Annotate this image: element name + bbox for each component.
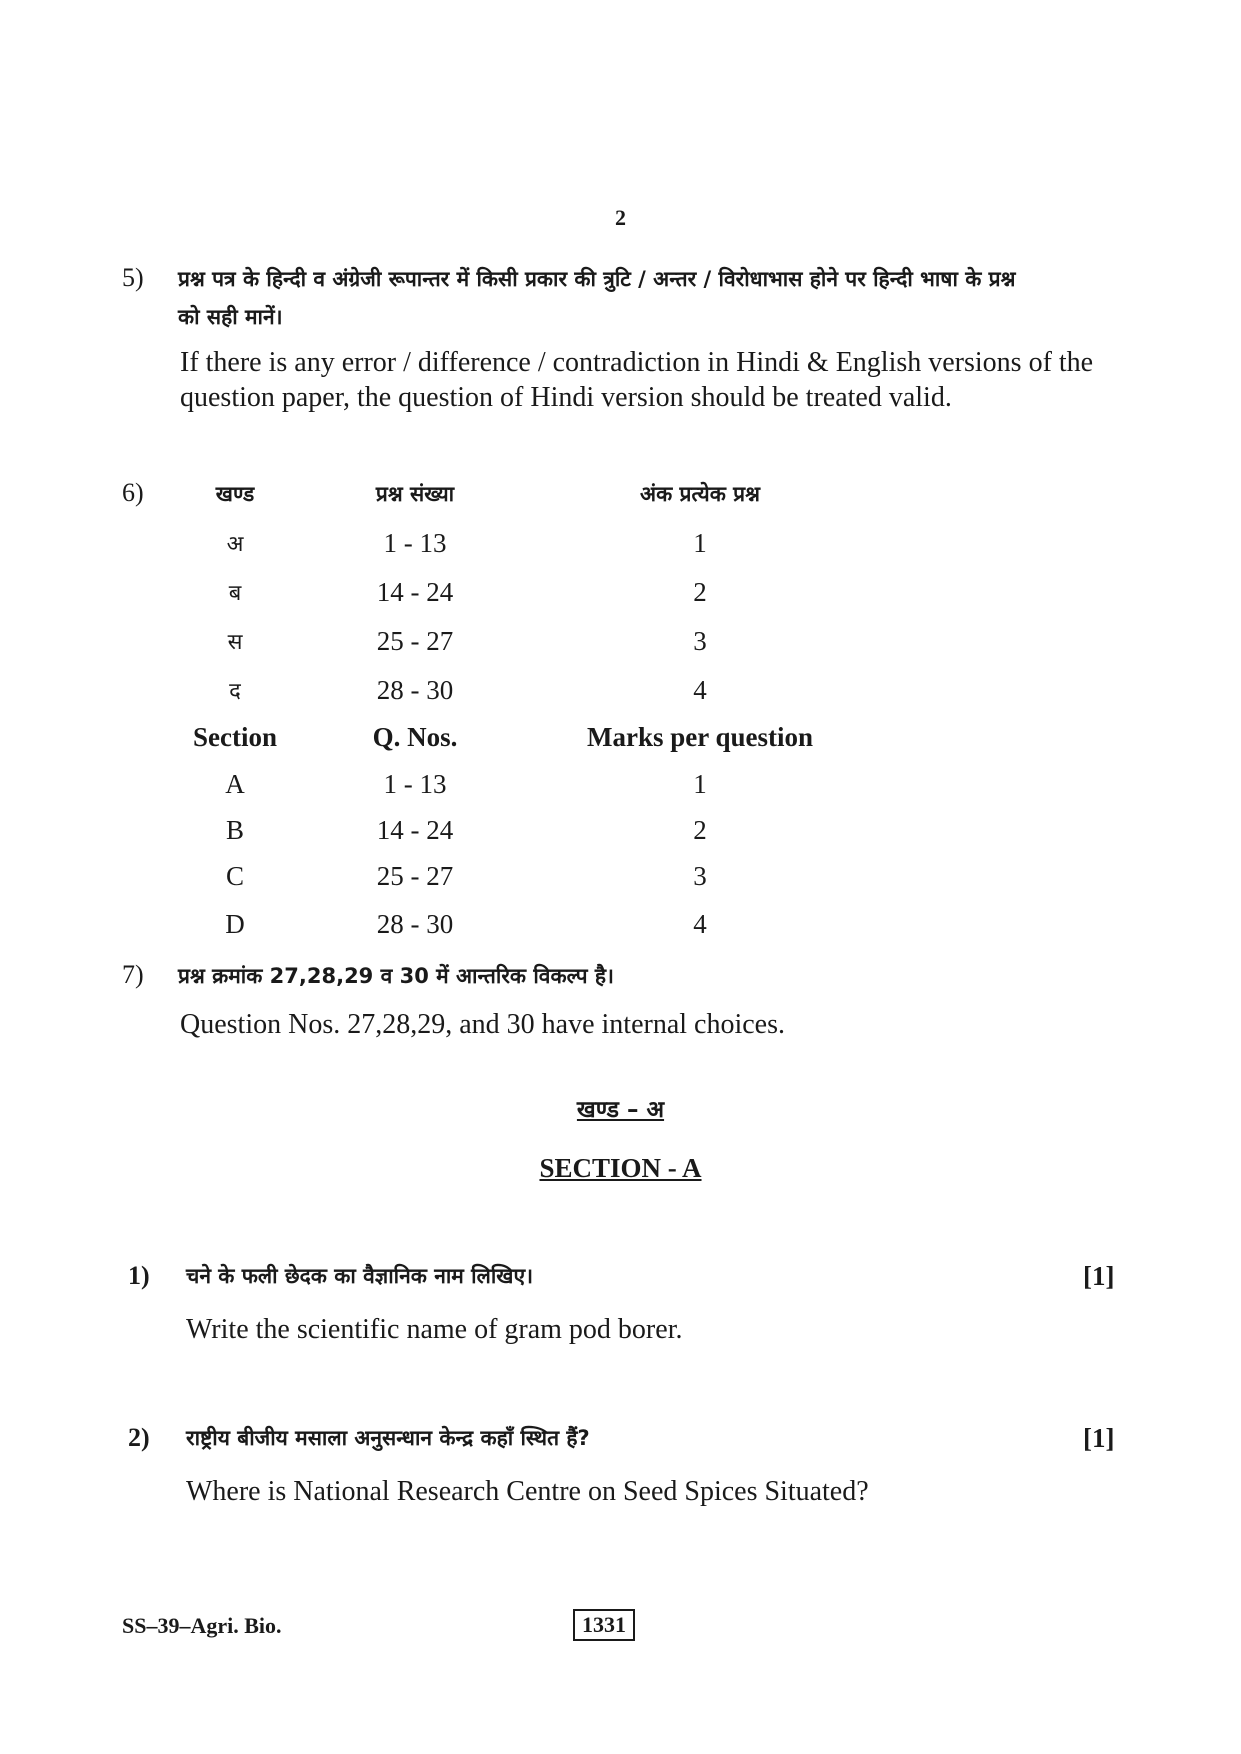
instruction-english-text: Question Nos. 27,28,29, and 30 have internal choices. xyxy=(180,1009,785,1040)
table-cell: 1 - 13 xyxy=(383,769,447,799)
table-cell: A xyxy=(225,769,245,799)
table-cell: 25 - 27 xyxy=(376,861,454,891)
question-number: 1) xyxy=(128,1261,150,1290)
serial-number-box: 1331 xyxy=(573,1609,635,1641)
table-cell: 1 xyxy=(693,769,707,799)
table-cell: 2 xyxy=(693,815,707,845)
table-row xyxy=(175,675,875,715)
instruction-number: 7) xyxy=(122,960,144,989)
table-row xyxy=(175,577,875,617)
section-title-english: SECTION - A xyxy=(539,1153,702,1183)
table-cell: 2 xyxy=(693,577,707,607)
table-header-cell: अंक प्रत्येक प्रश्न xyxy=(640,482,760,506)
table-row xyxy=(175,528,875,568)
table-cell: 25 - 27 xyxy=(376,626,454,656)
question-hindi-text: चने के फली छेदक का वैज्ञानिक नाम लिखिए। xyxy=(186,1264,534,1288)
table-cell: ब xyxy=(228,581,242,606)
table-cell: 28 - 30 xyxy=(376,675,454,705)
question-english-text: Write the scientific name of gram pod borer. xyxy=(186,1314,683,1345)
instruction-hindi-text-line2: को सही मानें। xyxy=(178,305,283,329)
instruction-hindi-text: प्रश्न क्रमांक 27,28,29 व 30 में आन्तरिक विकल्प है। xyxy=(178,964,614,988)
question-marks: [1] xyxy=(1083,1423,1115,1453)
table-header-cell: Q. Nos. xyxy=(372,722,458,752)
question-english-text: Where is National Research Centre on Seed Spices Situated? xyxy=(186,1476,869,1507)
table-header-cell: प्रश्न संख्या xyxy=(375,482,455,506)
table-cell: 1 - 13 xyxy=(383,528,447,558)
instruction-english-text-line2: question paper, the question of Hindi version should be treated valid. xyxy=(180,382,952,413)
table-header-cell: खण्ड xyxy=(215,482,255,506)
table-row xyxy=(175,909,875,949)
table-cell: 1 xyxy=(693,528,707,558)
table-cell: C xyxy=(225,861,244,891)
table-cell: स xyxy=(227,630,243,655)
section-title-hindi: खण्ड – अ xyxy=(576,1097,665,1123)
instruction-english-text: If there is any error / difference / contradiction in Hindi & English versions of the xyxy=(180,347,1094,378)
table-header-cell: Marks per question xyxy=(586,722,814,752)
table-cell: 14 - 24 xyxy=(376,577,454,607)
table-cell: 28 - 30 xyxy=(376,909,454,939)
instruction-number: 5) xyxy=(122,263,144,292)
instruction-number: 6) xyxy=(122,478,144,507)
question-marks: [1] xyxy=(1083,1261,1115,1291)
table-cell: अ xyxy=(226,532,244,557)
table-cell: 3 xyxy=(693,626,707,656)
question-hindi-text: राष्ट्रीय बीजीय मसाला अनुसन्धान केन्द्र कहाँ स्थित हैं? xyxy=(186,1426,590,1450)
table-cell: 3 xyxy=(693,861,707,891)
table-header-cell: Section xyxy=(193,722,277,752)
table-row xyxy=(175,861,875,901)
table-cell: 14 - 24 xyxy=(376,815,454,845)
table-header-row-hindi xyxy=(175,480,875,520)
page-number: 2 xyxy=(615,205,626,230)
question-number: 2) xyxy=(128,1423,150,1452)
table-cell: B xyxy=(225,815,244,845)
paper-code: SS–39–Agri. Bio. xyxy=(122,1613,282,1638)
instruction-hindi-text: प्रश्न पत्र के हिन्दी व अंग्रेजी रूपान्तर में किसी प्रकार की त्रुटि / अन्तर / विरोधाभास होने पर हिन्दी भाषा के प्रश्न xyxy=(178,267,1016,291)
table-row xyxy=(175,626,875,666)
table-cell: D xyxy=(225,909,245,939)
table-cell: द xyxy=(229,679,241,704)
table-row xyxy=(175,769,875,809)
table-header-row-english xyxy=(175,722,875,762)
table-cell: 4 xyxy=(693,675,707,705)
table-cell: 4 xyxy=(693,909,707,939)
table-row xyxy=(175,815,875,855)
